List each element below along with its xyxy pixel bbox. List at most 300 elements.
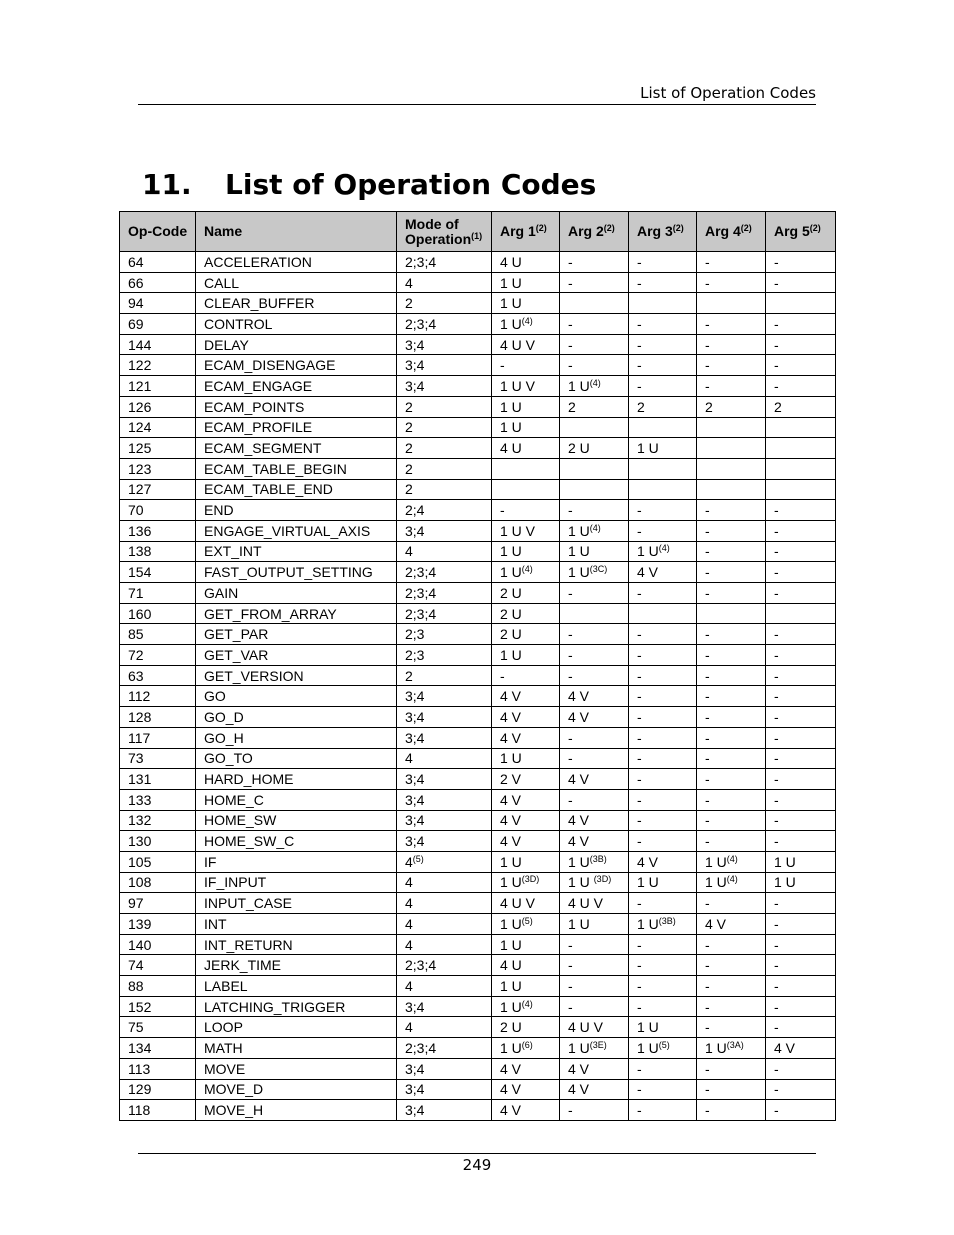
table-cell: - [766,1079,836,1100]
table-cell: 2 [397,293,492,314]
table-cell: - [766,976,836,997]
table-cell: 3;4 [397,686,492,707]
table-cell: 66 [120,272,196,293]
table-cell: - [560,355,629,376]
table-cell: GO_H [196,727,397,748]
table-cell: 4 V [629,562,697,583]
table-cell [629,458,697,479]
table-cell: - [629,976,697,997]
footnote-marker: (2) [535,223,547,233]
table-cell: 160 [120,603,196,624]
table-row [120,314,836,335]
table-cell: 4 V [492,1100,560,1121]
table-cell: 2;3;4 [397,583,492,604]
table-cell: 2;3;4 [397,314,492,335]
table-cell: - [697,707,766,728]
table-row [120,976,836,997]
table-cell: GET_VAR [196,645,397,666]
table-cell: - [697,314,766,335]
footnote-marker: (2) [672,223,684,233]
table-cell: 1 U [560,541,629,562]
table-cell: 1 U [492,851,560,872]
table-cell [560,479,629,500]
table-cell: 2;3;4 [397,562,492,583]
table-cell [766,479,836,500]
table-cell [766,417,836,438]
footnote-marker: (2) [809,223,821,233]
table-cell [697,417,766,438]
table-row [120,438,836,459]
table-cell: - [766,955,836,976]
table-cell: END [196,500,397,521]
table-cell: CLEAR_BUFFER [196,293,397,314]
table-cell: 88 [120,976,196,997]
table-cell: 4 V [629,851,697,872]
table-cell: LOOP [196,1017,397,1038]
table-cell: 112 [120,686,196,707]
table-cell: 4 V [697,914,766,935]
table-row [120,624,836,645]
table-cell: GAIN [196,583,397,604]
table-cell: - [697,748,766,769]
table-cell: 71 [120,583,196,604]
table-cell: 1 $U^{(4)}$ [629,541,697,562]
table-cell: - [766,769,836,790]
table-cell: - [697,1017,766,1038]
table-cell: ECAM_ENGAGE [196,376,397,397]
table-cell: - [697,272,766,293]
table-cell: - [697,665,766,686]
table-cell: LABEL [196,976,397,997]
table-cell: 3;4 [397,1058,492,1079]
table-cell: 1 $U^{(3A)}$ [697,1038,766,1059]
footnote-marker: (3D) [593,874,612,885]
table-cell: 4 [397,934,492,955]
table-cell: - [629,955,697,976]
table-cell: 3;4 [397,831,492,852]
table-cell: - [766,1058,836,1079]
table-cell: 1 $U^{(5)}$ [629,1038,697,1059]
table-cell [629,603,697,624]
table-cell: 4 V [492,1079,560,1100]
table-cell: - [766,562,836,583]
table-cell: 2 [397,396,492,417]
table-cell: 85 [120,624,196,645]
table-cell: 2 V [492,769,560,790]
table-cell: DELAY [196,334,397,355]
table-cell: GET_VERSION [196,665,397,686]
table-cell: 1 $U^{(3D)}$ [492,872,560,893]
table-cell: - [697,520,766,541]
table-cell: 1 $U^{(4)}$ [492,562,560,583]
table-cell: - [629,1100,697,1121]
table-row [120,769,836,790]
table-cell: - [629,355,697,376]
table-row [120,500,836,521]
table-cell: 1 U [560,914,629,935]
table-cell: - [629,376,697,397]
table-cell: - [697,893,766,914]
table-cell: 2 [629,396,697,417]
table-cell: 2;3;4 [397,1038,492,1059]
table-row [120,334,836,355]
table-cell: 4 [397,872,492,893]
table-cell: - [492,355,560,376]
table-cell: - [697,955,766,976]
table-row [120,355,836,376]
table-cell: - [697,789,766,810]
table-cell: 3;4 [397,376,492,397]
column-header-label: Arg 5 [774,223,810,239]
table-row [120,810,836,831]
table-cell: 4 U V [560,1017,629,1038]
table-cell: - [697,727,766,748]
table-cell: 128 [120,707,196,728]
table-cell: - [629,520,697,541]
table-cell: 4 U V [492,893,560,914]
table-cell [492,479,560,500]
table-cell: MATH [196,1038,397,1059]
table-cell: 4 U V [492,334,560,355]
footnote-marker: (3E) [589,1039,607,1050]
table-cell: - [766,583,836,604]
table-cell: IF [196,851,397,872]
table-cell: 129 [120,1079,196,1100]
table-cell: 4 V [560,769,629,790]
table-cell: GO_TO [196,748,397,769]
table-cell: 1 U [629,872,697,893]
table-row [120,748,836,769]
table-cell: - [560,934,629,955]
table-cell: - [766,934,836,955]
table-cell: 4 V [560,1058,629,1079]
table-cell: ACCELERATION [196,252,397,273]
table-cell: 122 [120,355,196,376]
table-cell: 152 [120,996,196,1017]
table-cell: 2;4 [397,500,492,521]
table-row [120,1017,836,1038]
table-row [120,376,836,397]
table-cell: - [492,665,560,686]
table-cell: 4 V [492,810,560,831]
footer-rule [138,1153,816,1154]
section-title [142,168,596,201]
column-header-label: Arg 1 [500,223,536,239]
table-cell [697,293,766,314]
table-cell: 1 $U^{(4)}$ [697,872,766,893]
table-cell [766,458,836,479]
table-cell: 2 U [560,438,629,459]
table-cell: - [629,645,697,666]
table-cell: - [697,355,766,376]
table-cell: - [766,914,836,935]
table-row [120,458,836,479]
table-cell: 113 [120,1058,196,1079]
table-cell: ECAM_POINTS [196,396,397,417]
table-cell: 108 [120,872,196,893]
table-cell: 1 $U^{(4)}$ [492,314,560,335]
table-cell: - [629,748,697,769]
table-cell: 3;4 [397,334,492,355]
table-cell: - [629,583,697,604]
table-cell: FAST_OUTPUT_SETTING [196,562,397,583]
table-cell: - [697,1058,766,1079]
column-header [629,212,697,252]
table-cell: - [629,272,697,293]
table-cell: 74 [120,955,196,976]
table-cell: 2 [560,396,629,417]
table-cell: 105 [120,851,196,872]
table-cell: - [560,748,629,769]
table-row [120,996,836,1017]
footnote-marker: (5) [658,1039,670,1050]
footnote-marker: (2) [603,223,615,233]
table-cell: - [697,1100,766,1121]
table-cell: - [766,810,836,831]
column-header [766,212,836,252]
opcode-table [119,211,836,1121]
table-cell: - [560,583,629,604]
table-cell: - [697,645,766,666]
table-cell: MOVE [196,1058,397,1079]
table-cell: - [629,769,697,790]
table-cell: GO [196,686,397,707]
table-cell: 4 V [492,686,560,707]
table-cell: 2 [397,665,492,686]
table-cell: - [697,686,766,707]
table-cell: 4 V [560,1079,629,1100]
table-cell: ECAM_DISENGAGE [196,355,397,376]
table-row [120,727,836,748]
table-cell: - [560,976,629,997]
table-cell: EXT_INT [196,541,397,562]
table-cell: HOME_SW_C [196,831,397,852]
table-cell: 4 V [492,727,560,748]
table-cell: - [629,665,697,686]
table-cell: 4 [397,272,492,293]
table-cell: - [697,996,766,1017]
table-cell: 4 U [492,955,560,976]
table-cell: 4 U [492,438,560,459]
table-cell: 1 U [492,934,560,955]
footnote-marker: (4) [589,377,601,388]
table-cell: 2 [766,396,836,417]
table-cell: - [697,810,766,831]
table-cell: 70 [120,500,196,521]
table-body [120,252,836,1121]
table-cell: - [697,769,766,790]
footnote-marker: (6) [521,1039,533,1050]
table-cell: 3;4 [397,727,492,748]
table-cell: 75 [120,1017,196,1038]
table-cell: 1 $U^{(3B)}$ [629,914,697,935]
table-cell: 63 [120,665,196,686]
table-cell: 69 [120,314,196,335]
table-cell: 1 U [492,645,560,666]
table-cell: 4 V [766,1038,836,1059]
table-cell: - [766,376,836,397]
table-cell: - [629,831,697,852]
table-cell: 2;3;4 [397,603,492,624]
table-cell: - [629,314,697,335]
table-cell: - [629,334,697,355]
table-cell: - [629,996,697,1017]
table-cell: 1 U V [492,376,560,397]
footnote-marker: (3D) [521,874,540,885]
table-cell [560,293,629,314]
table-row [120,872,836,893]
table-cell: - [560,1100,629,1121]
table-row [120,396,836,417]
table-cell: 2 U [492,603,560,624]
table-cell: 1 $U^{(3E)}$ [560,1038,629,1059]
table-cell: 1 U [492,272,560,293]
table-row [120,272,836,293]
table-cell [766,293,836,314]
running-header: List of Operation Codes [640,84,816,102]
table-cell: CONTROL [196,314,397,335]
table-cell [697,438,766,459]
table-cell: 126 [120,396,196,417]
table-cell: 73 [120,748,196,769]
table-cell: - [766,520,836,541]
table-row [120,914,836,935]
table-cell: 2 [397,438,492,459]
table-cell: 1 U V [492,520,560,541]
header-rule [138,104,816,105]
column-header-label: Name [204,223,243,239]
table-cell [766,603,836,624]
table-cell: 1 $U^{(4)}$ [560,376,629,397]
table-cell: - [560,665,629,686]
table-cell: - [766,252,836,273]
footnote-marker: (5) [412,853,424,864]
table-cell: 2 U [492,583,560,604]
table-cell: 1 U [629,438,697,459]
table-cell: LATCHING_TRIGGER [196,996,397,1017]
table-cell: - [629,252,697,273]
table-cell: - [766,541,836,562]
table-cell: - [697,583,766,604]
footnote-marker: (3B) [658,915,676,926]
column-header-label: Mode of Operation [405,215,472,247]
table-cell: 3;4 [397,996,492,1017]
footnote-marker: (2) [740,223,752,233]
table-cell: 3;4 [397,355,492,376]
table-cell: 1 $U^{(4)}$ [560,520,629,541]
table-cell: - [629,934,697,955]
table-cell: MOVE_D [196,1079,397,1100]
table-cell: - [766,314,836,335]
table-cell: MOVE_H [196,1100,397,1121]
table-cell [560,417,629,438]
table-cell: - [697,252,766,273]
table-cell: 4 V [492,789,560,810]
table-row [120,1058,836,1079]
table-cell: 117 [120,727,196,748]
table-cell: 2;3 [397,645,492,666]
table-cell [492,458,560,479]
table-cell: 3;4 [397,1100,492,1121]
table-cell: 4$^{(5)}$ [397,851,492,872]
table-cell: - [629,810,697,831]
table-cell: 2 [397,479,492,500]
table-cell: 1 U [629,1017,697,1038]
table-cell: - [560,789,629,810]
column-header [492,212,560,252]
table-cell: 3;4 [397,769,492,790]
table-cell: 2;3;4 [397,955,492,976]
column-header [120,212,196,252]
table-cell: 133 [120,789,196,810]
footnote-marker: (3B) [589,853,607,864]
table-cell: - [629,1079,697,1100]
table-cell: 3;4 [397,810,492,831]
table-cell: 1 U [492,976,560,997]
table-cell: - [766,355,836,376]
table-cell: 4 V [560,831,629,852]
table-cell: 1 U [766,872,836,893]
table-cell: - [766,645,836,666]
column-header [560,212,629,252]
table-cell: 1 U [766,851,836,872]
table-cell [629,293,697,314]
table-cell: 2 [397,458,492,479]
table-cell: - [766,707,836,728]
table-row [120,293,836,314]
table-cell: - [697,1079,766,1100]
footnote-marker: (4) [726,853,738,864]
table-cell: - [697,376,766,397]
table-cell: 97 [120,893,196,914]
table-row [120,789,836,810]
table-row [120,1038,836,1059]
footnote-marker: (1) [471,230,483,241]
table-cell: - [766,893,836,914]
table-row [120,541,836,562]
table-cell: 1 $U^{(3C)}$ [560,562,629,583]
table-cell: ECAM_PROFILE [196,417,397,438]
table-cell [697,458,766,479]
table-cell: - [697,831,766,852]
table-cell: ENGAGE_VIRTUAL_AXIS [196,520,397,541]
table-cell: 124 [120,417,196,438]
table-cell: 4 [397,976,492,997]
table-cell: 2;3;4 [397,252,492,273]
table-cell: 1 U [492,293,560,314]
table-cell: 4 [397,541,492,562]
table-cell: 136 [120,520,196,541]
table-cell: - [560,500,629,521]
table-cell: 123 [120,458,196,479]
table-cell: INPUT_CASE [196,893,397,914]
table-row [120,479,836,500]
column-header [697,212,766,252]
table-cell: 3;4 [397,1079,492,1100]
page-number: 249 [462,1156,492,1174]
table-cell [697,603,766,624]
table-cell: HOME_SW [196,810,397,831]
footnote-marker: (5) [521,915,533,926]
table-cell: - [697,500,766,521]
table-cell: CALL [196,272,397,293]
table-cell: 139 [120,914,196,935]
table-cell: GET_PAR [196,624,397,645]
section-title-text: List of Operation Codes [225,168,597,201]
table-cell: - [560,334,629,355]
table-cell: - [560,252,629,273]
table-cell: - [560,314,629,335]
